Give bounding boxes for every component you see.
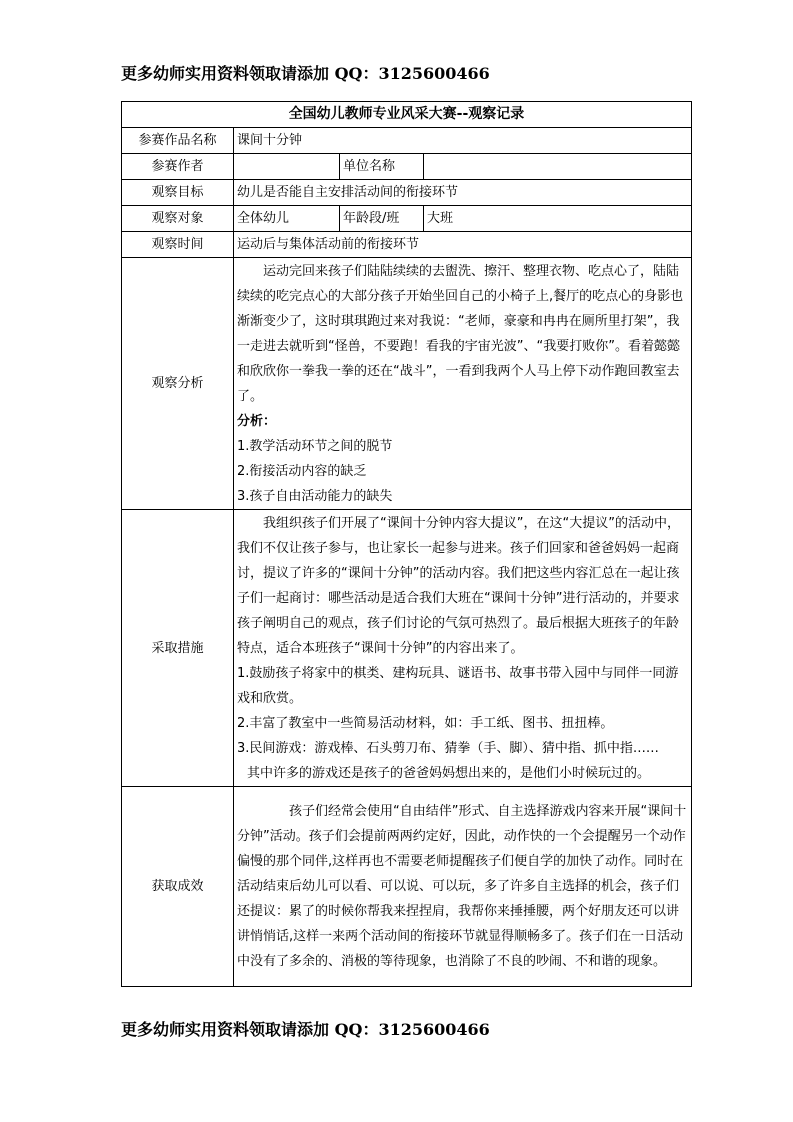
measures-closing: 其中许多的游戏还是孩子的爸爸妈妈想出来的，是他们小时候玩过的。	[247, 765, 651, 781]
unit-label: 单位名称	[340, 154, 424, 180]
goal-value: 幼儿是否能自主安排活动间的衔接环节	[234, 180, 692, 206]
author-value	[234, 154, 340, 180]
work-name-label: 参赛作品名称	[122, 128, 234, 154]
unit-value	[424, 154, 692, 180]
analysis-row	[122, 258, 692, 510]
measures-paragraph: 我组织孩子们开展了“课间十分钟内容大提议”，在这“大提议”的活动中，我们不仅让孩子参与，也让家长一起参与进来。孩子们回家和爸爸妈妈一起商讨，提议了许多的“课间十分钟”的活动内容。我们把这些内容汇总在一起让孩子们一起商讨：哪些活动是适合我们大班在“课间十分钟”进行活动的，并要求孩子阐明自己的观点，孩子们讨论的气氛可热烈了。最后根据大班孩子的年龄特点，适合本班孩子“课间十分钟”的内容出来了。	[237, 515, 680, 656]
age-label: 年龄段/班	[340, 206, 424, 232]
analysis-paragraph: 运动完回来孩子们陆陆续续的去盥洗、擦汗、整理衣物、吃点心了，陆陆续续的吃完点心的大部分孩子开始坐回自己的小椅子上,餐厅的吃点心的身影也渐渐变少了，这时琪琪跑过来对我说：“老师，豪豪和冉冉在厕所里打架”，我一走进去就听到“怪兽，不要跑！看我的宇宙光波”、“我要打败你”。看着懿懿和欣欣你一拳我一拳的还在“战斗”，一看到我两个人马上停下动作跑回教室去了。	[237, 263, 684, 404]
promo-banner-bottom: 更多幼师实用资料领取请添加 QQ：3125600466	[121, 1020, 490, 1039]
age-value: 大班	[424, 206, 692, 232]
table-title: 全国幼儿教师专业风采大赛--观察记录	[122, 102, 692, 128]
results-label: 获取成效	[122, 787, 234, 987]
work-name-value: 课间十分钟	[234, 128, 692, 154]
measures-content	[234, 510, 692, 787]
goal-label: 观察目标	[122, 180, 234, 206]
measures-label: 采取措施	[122, 510, 234, 787]
measures-point: 1.鼓励孩子将家中的棋类、建构玩具、谜语书、故事书带入园中与同伴一同游戏和欣赏。	[237, 665, 679, 706]
analysis-label: 观察分析	[122, 258, 234, 510]
promo-banner-top: 更多幼师实用资料领取请添加 QQ：3125600466	[121, 64, 490, 83]
time-value: 运动后与集体活动前的衔接环节	[234, 232, 692, 258]
measures-row	[122, 510, 692, 787]
results-row	[122, 787, 692, 987]
measures-point: 3.民间游戏：游戏棒、石头剪刀布、猜拳（手、脚）、猜中指、抓中指……	[237, 740, 659, 756]
results-paragraph: 孩子们经常会使用“自由结伴”形式、自主选择游戏内容来开展“课间十分钟”活动。孩子们会提前两两约定好，因此，动作快的一个会提醒另一个动作偏慢的那个同伴,这样再也不需要老师提醒孩子们便自学的加快了动作。同时在活动结束后幼儿可以看、可以说、可以玩，多了许多自主选择的机会，孩子们还提议：累了的时候你帮我来捏捏肩，我帮你来捶捶腰，两个好朋友还可以讲讲悄悄话,这样一来两个活动间的衔接环节就显得顺畅多了。孩子们在一日活动中没有了多余的、消极的等待现象，也消除了不良的吵闹、不和谐的现象。	[237, 804, 687, 969]
analysis-point: 2.衔接活动内容的缺乏	[237, 463, 367, 479]
analysis-content	[234, 258, 692, 510]
analysis-subtitle: 分析：	[237, 413, 277, 429]
observation-record-table	[121, 101, 692, 987]
work-name-row	[122, 128, 692, 154]
author-label: 参赛作者	[122, 154, 234, 180]
measures-point: 2.丰富了教室中一些简易活动材料，如：手工纸、图书、扭扭棒。	[237, 715, 614, 731]
target-row	[122, 206, 692, 232]
time-row	[122, 232, 692, 258]
results-content	[234, 787, 692, 987]
author-row	[122, 154, 692, 180]
analysis-point: 1.教学活动环节之间的脱节	[237, 438, 393, 454]
target-label: 观察对象	[122, 206, 234, 232]
time-label: 观察时间	[122, 232, 234, 258]
goal-row	[122, 180, 692, 206]
target-value: 全体幼儿	[234, 206, 340, 232]
title-row	[122, 102, 692, 128]
analysis-point: 3.孩子自由活动能力的缺失	[237, 488, 393, 504]
